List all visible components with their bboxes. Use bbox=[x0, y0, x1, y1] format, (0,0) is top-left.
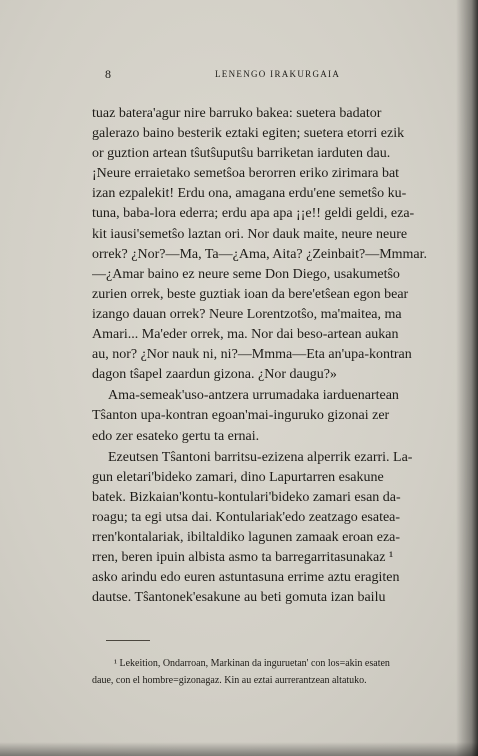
text-line: orrek? ¿Nor?—Ma, Ta—¿Ama, Aita? ¿Zeinbait?—Mmmar. bbox=[92, 246, 428, 262]
text-line: izan ezpalekit! Erdu ona, amagana erdu'ene semetŝo ku- bbox=[92, 186, 407, 202]
paragraph-start-line: Ezeutsen Tŝantoni barritsu-ezizena alperrik ezarri. La- bbox=[108, 449, 413, 465]
text-line: izango dauan orrek? Neure Lorentzotŝo, ma'maitea, ma bbox=[92, 306, 402, 322]
footnote-line: ¹ Lekeition, Ondarroan, Markinan da inguruetan' con los=akin esaten bbox=[114, 658, 390, 669]
text-line: Amari... Ma'eder orrek, ma. Nor dai beso-artean aukan bbox=[92, 327, 399, 343]
page-edge-shadow bbox=[456, 0, 478, 756]
body-text bbox=[92, 104, 447, 608]
running-head bbox=[105, 67, 445, 85]
text-line: galerazo baino besterik eztaki egiten; suetera etorri ezik bbox=[92, 126, 405, 142]
text-line: asko arindu edo euren astuntasuna errime aztu eragiten bbox=[92, 570, 400, 586]
text-line: tuna, baba-lora ederra; erdu apa apa ¡¡e!! geldi geldi, eza- bbox=[92, 206, 415, 222]
page-number: 8 bbox=[105, 67, 111, 81]
footnote-divider bbox=[106, 640, 150, 641]
text-line: zurien orrek, beste guztiak ioan da bere'etŝean egon bear bbox=[92, 286, 409, 302]
text-line: gun eletari'bideko zamari, dino Lapurtarren esakune bbox=[92, 469, 384, 485]
text-line: —¿Amar baino ez neure seme Don Diego, usakumetŝo bbox=[92, 266, 400, 282]
text-line: ¡Neure erraietako semetŝoa berorren eriko zirimara bat bbox=[92, 166, 400, 182]
paragraph-start-line: Ama-semeak'uso-antzera urrumadaka iarduenartean bbox=[108, 388, 399, 404]
text-line: or guztion artean tŝutŝuputŝu barriketan iarduten dau. bbox=[92, 146, 391, 162]
text-line: roagu; ta egi utsa dai. Kontulariak'edo zeatzago esatea- bbox=[92, 509, 401, 525]
text-line: kit iausi'semetŝo laztan ori. Nor dauk maite, neure neure bbox=[92, 226, 408, 242]
text-line: rren, beren ipuin albista asmo ta barregarritasunakaz ¹ bbox=[92, 550, 394, 566]
text-line: batek. Bizkaian'kontu-kontulari'bideko zamari esan da- bbox=[92, 489, 401, 505]
bottom-edge-shadow bbox=[0, 742, 478, 756]
footnote-line: daue, con el hombre=gizonagaz. Kin au eztai aurrerantzean altatuko. bbox=[92, 675, 367, 686]
text-line: dagon tŝapel zaardun gizona. ¿Nor daugu?» bbox=[92, 367, 337, 383]
text-line: au, nor? ¿Nor nauk ni, ni?—Mmma—Eta an'upa-kontran bbox=[92, 347, 412, 363]
text-line: edo zer esateko gertu ta ernai. bbox=[92, 428, 260, 444]
text-line: tuaz batera'agur nire barruko bakea: suetera badator bbox=[92, 106, 382, 121]
text-line: rren'kontalariak, ibiltaldiko lagunen zamaak eroan eza- bbox=[92, 529, 401, 545]
footnote bbox=[92, 655, 457, 689]
text-line: dautse. Tŝantonek'esakune au beti gomuta izan bailu bbox=[92, 590, 386, 606]
running-title: LENENGO IRAKURGAIA bbox=[215, 69, 341, 79]
text-line: Tŝanton upa-kontran egoan'mai-inguruko gizonai zer bbox=[92, 408, 390, 424]
